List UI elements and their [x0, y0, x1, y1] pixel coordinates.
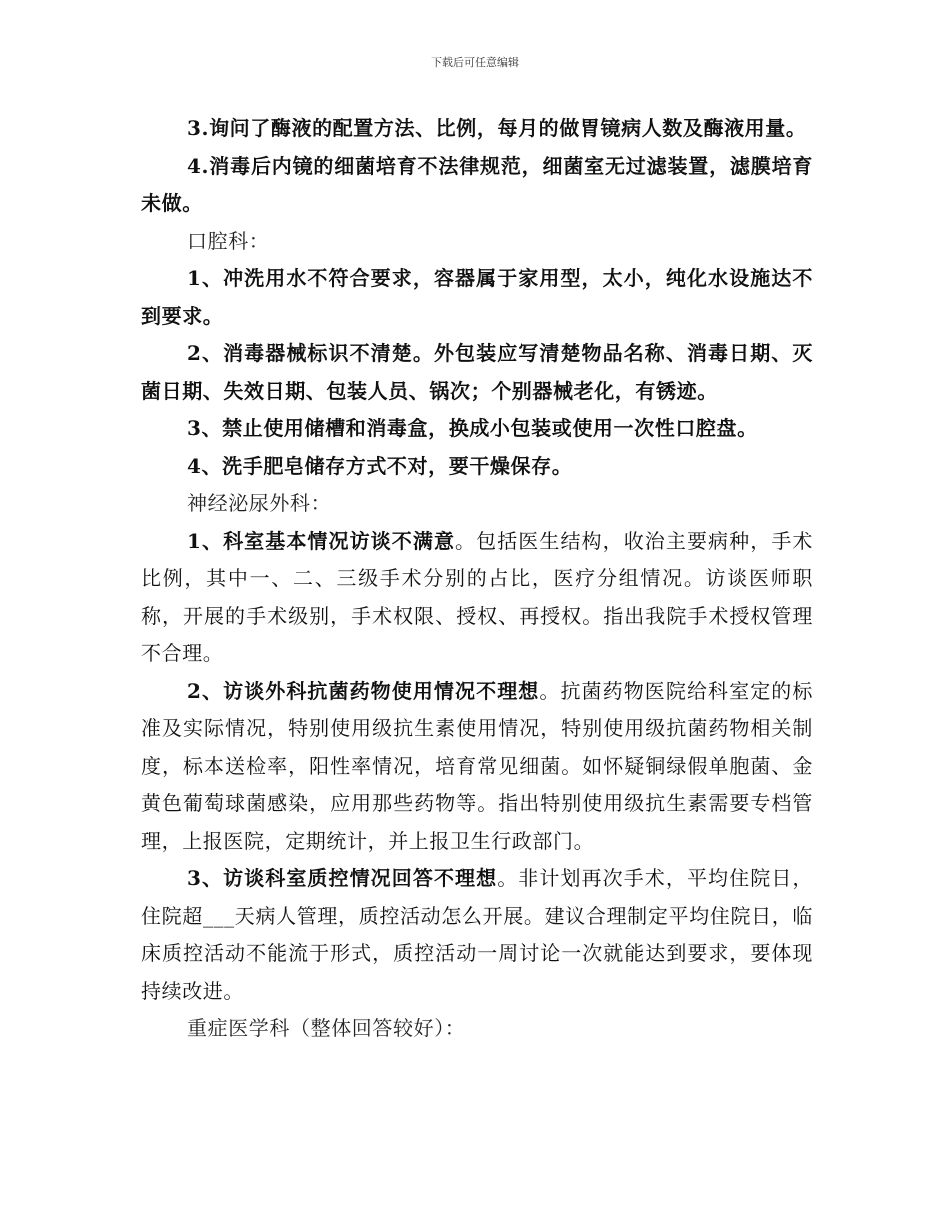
paragraph-lead: 1、科室基本情况访谈不满意 [187, 528, 456, 553]
paragraph-neurourology-1 [141, 523, 813, 673]
paragraph-stomatology-4 [141, 448, 813, 486]
paragraph-endoscopy-4 [141, 148, 813, 223]
paragraph-lead: 2、消毒器械标识不清楚。外包装应写清楚物品名称、消毒日期、灭菌日期、失效日期、包装人员、锅次；个别器械老化，有锈迹。 [141, 341, 813, 403]
paragraph-text: 。抗菌药物医院给科室定的标准及实际情况，特别使用级抗生素使用情况，特别使用级抗菌药物相关制度，标本送检率，阳性率情况，培育常见细菌。如怀疑铜绿假单胞菌、金黄色葡萄球菌感染，应用那些药物等。指出特别使用级抗生素需要专档管理，上报医院，定期统计，并上报卫生行政部门。 [141, 678, 813, 853]
paragraph-lead: 1、冲洗用水不符合要求，容器属于家用型，太小，纯化水设施达不到要求。 [141, 266, 813, 328]
paragraph-stomatology-1 [141, 260, 813, 335]
section-heading-critical-care: 重症医学科（整体回答较好）： [187, 1016, 466, 1040]
paragraph-stomatology-2 [141, 335, 813, 410]
paragraph-text: 。非计划再次手术，平均住院日，住院超___天病人管理，质控活动怎么开展。建议合理制定平均住院日，临床质控活动不能流于形式，质控活动一周讨论一次就能达到要求，要体现持续改进。 [141, 866, 813, 1003]
paragraph-endoscopy-3 [141, 110, 813, 148]
section-heading-neurourology: 神经泌尿外科： [187, 491, 332, 515]
page-header: 下载后可任意编辑 [431, 56, 519, 69]
section-heading-stomatology: 口腔科： [187, 228, 270, 253]
paragraph-lead: 3.询问了酶液的配置方法、比例，每月的做胃镜病人数及酶液用量。 [187, 116, 807, 140]
paragraph-text: 。包括医生结构，收治主要病种，手术比例，其中一、二、三级手术分别的占比，医疗分组情况。访谈医师职称，开展的手术级别，手术权限、授权、再授权。指出我院手术授权管理不合理。 [141, 528, 813, 665]
paragraph-neurourology-3 [141, 860, 813, 1010]
paragraph-lead: 2、访谈外科抗菌药物使用情况不理想 [187, 678, 540, 703]
paragraph-neurourology-2 [141, 673, 813, 861]
paragraph-lead: 4.消毒后内镜的细菌培育不法律规范，细菌室无过滤装置，滤膜培育未做。 [141, 153, 813, 215]
document-body [141, 110, 813, 1048]
paragraph-lead: 3、访谈科室质控情况回答不理想 [187, 866, 498, 890]
paragraph-lead: 4、洗手肥皂储存方式不对，要干燥保存。 [187, 453, 573, 478]
paragraph-lead: 3、禁止使用储槽和消毒盒，换成小包装或使用一次性口腔盘。 [187, 416, 758, 440]
paragraph-stomatology-3 [141, 410, 813, 448]
